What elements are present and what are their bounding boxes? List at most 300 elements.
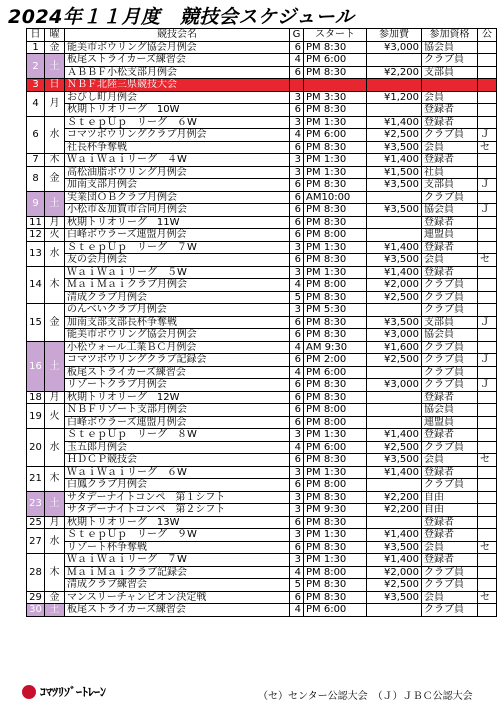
row-day: 6 — [27, 116, 45, 154]
row-event-name: 小松市＆加賀市合同月例会 — [65, 204, 290, 217]
row-eligibility: クラブ員 — [422, 279, 478, 292]
row-event-name: 板尾ストライカーズ練習会 — [65, 366, 290, 379]
row-games: 6 — [290, 141, 304, 154]
table-row — [27, 341, 497, 354]
row-event-name: 清成クラブ練習会 — [65, 579, 290, 592]
row-eligibility: 自由 — [422, 491, 478, 504]
row-day: 4 — [27, 91, 45, 116]
row-games: 3 — [290, 241, 304, 254]
row-official-mark: Ｊ — [478, 354, 497, 367]
row-event-name: ＳｔｅｐＵｐ リーグ ７W — [65, 241, 290, 254]
row-official-mark — [478, 154, 497, 167]
table-row — [27, 154, 497, 167]
row-event-name: 加南支部月例会 — [65, 179, 290, 192]
row-fee — [367, 229, 422, 242]
row-day: 19 — [27, 404, 45, 429]
row-fee: ¥2,500 — [367, 129, 422, 142]
row-event-name: 玉五郎月例会 — [65, 441, 290, 454]
table-row — [27, 541, 497, 554]
row-day: 9 — [27, 191, 45, 216]
bowling-ball-icon — [22, 685, 36, 699]
row-fee: ¥1,200 — [367, 91, 422, 104]
row-games: 3 — [290, 466, 304, 479]
row-games: 3 — [290, 504, 304, 517]
row-start-time: PM 6:00 — [304, 366, 367, 379]
row-games: 3 — [290, 91, 304, 104]
table-row — [27, 166, 497, 179]
table-row — [27, 216, 497, 229]
header-eligibility: 参加資格 — [422, 29, 478, 42]
row-fee: ¥1,400 — [367, 466, 422, 479]
row-official-mark — [478, 604, 497, 617]
row-start-time: PM 9:30 — [304, 504, 367, 517]
row-eligibility: 支部員 — [422, 316, 478, 329]
row-eligibility: クラブ員 — [422, 191, 478, 204]
row-start-time: PM 1:30 — [304, 241, 367, 254]
row-start-time: PM 8:30 — [304, 591, 367, 604]
row-start-time: PM 8:30 — [304, 579, 367, 592]
row-day: 30 — [27, 604, 45, 617]
table-header-row — [27, 29, 497, 42]
row-start-time: PM 8:30 — [304, 391, 367, 404]
row-official-mark: セ — [478, 591, 497, 604]
row-eligibility: 協会員 — [422, 329, 478, 342]
row-fee: ¥2,000 — [367, 566, 422, 579]
table-row — [27, 404, 497, 417]
row-games: 3 — [290, 266, 304, 279]
row-weekday: 金 — [45, 304, 65, 342]
row-games: 6 — [290, 229, 304, 242]
row-games: 4 — [290, 129, 304, 142]
row-fee: ¥3,500 — [367, 179, 422, 192]
legend-note: （セ）センター公認大会 （Ｊ）ＪＢＣ公認大会 — [258, 691, 473, 702]
row-start-time: PM 6:00 — [304, 604, 367, 617]
row-event-name: ＷａｉＷａｉリーグ ４W — [65, 154, 290, 167]
table-row — [27, 316, 497, 329]
table-row — [27, 66, 497, 79]
row-event-name: 秋期トリオリーグ 11W — [65, 216, 290, 229]
row-start-time: PM 8:30 — [304, 66, 367, 79]
row-start-time: PM 8:00 — [304, 566, 367, 579]
row-weekday: 木 — [45, 554, 65, 592]
row-official-mark — [478, 91, 497, 104]
row-day: 14 — [27, 266, 45, 304]
row-day: 1 — [27, 41, 45, 54]
row-start-time: PM 8:30 — [304, 104, 367, 117]
table-row — [27, 354, 497, 367]
row-official-mark — [478, 491, 497, 504]
row-games: 6 — [290, 216, 304, 229]
row-weekday: 金 — [45, 41, 65, 54]
table-row — [27, 41, 497, 54]
row-eligibility: 連盟員 — [422, 229, 478, 242]
row-weekday: 木 — [45, 266, 65, 304]
row-games: 4 — [290, 366, 304, 379]
row-games: 4 — [290, 566, 304, 579]
table-row — [27, 129, 497, 142]
row-eligibility: 登録者 — [422, 429, 478, 442]
row-event-name: サタデーナイトコンペ 第２シフト — [65, 504, 290, 517]
row-games: 6 — [290, 516, 304, 529]
row-games: 6 — [290, 354, 304, 367]
row-start-time: PM 8:30 — [304, 516, 367, 529]
row-start-time: PM 6:00 — [304, 441, 367, 454]
row-weekday: 水 — [45, 429, 65, 467]
row-eligibility: 登録者 — [422, 554, 478, 567]
row-day: 25 — [27, 516, 45, 529]
row-official-mark: セ — [478, 141, 497, 154]
table-row — [27, 491, 497, 504]
row-day: 15 — [27, 304, 45, 342]
row-official-mark — [478, 54, 497, 67]
row-eligibility: クラブ員 — [422, 341, 478, 354]
row-start-time: PM 1:30 — [304, 154, 367, 167]
row-event-name: ＨＤＣＰ競技会 — [65, 454, 290, 467]
row-start-time: AM 9:30 — [304, 341, 367, 354]
row-fee: ¥2,200 — [367, 504, 422, 517]
row-fee — [367, 79, 422, 92]
row-eligibility: 登録者 — [422, 116, 478, 129]
row-official-mark — [478, 191, 497, 204]
row-start-time: PM 8:30 — [304, 329, 367, 342]
row-fee — [367, 104, 422, 117]
row-eligibility: 登録者 — [422, 216, 478, 229]
row-start-time: PM 8:30 — [304, 491, 367, 504]
row-fee: ¥1,400 — [367, 154, 422, 167]
row-fee — [367, 54, 422, 67]
header-day: 日 — [27, 29, 45, 42]
row-start-time: PM 8:00 — [304, 479, 367, 492]
row-eligibility: 協会員 — [422, 204, 478, 217]
row-day: 16 — [27, 341, 45, 391]
table-row — [27, 429, 497, 442]
row-official-mark — [478, 41, 497, 54]
row-fee — [367, 191, 422, 204]
row-eligibility: 会員 — [422, 141, 478, 154]
header-fee: 参加費 — [367, 29, 422, 42]
row-day: 28 — [27, 554, 45, 592]
row-weekday: 月 — [45, 391, 65, 404]
table-row — [27, 229, 497, 242]
row-games: 6 — [290, 204, 304, 217]
row-weekday: 土 — [45, 491, 65, 516]
row-fee — [367, 416, 422, 429]
row-games: 3 — [290, 166, 304, 179]
row-games: 4 — [290, 604, 304, 617]
row-start-time: PM 1:30 — [304, 166, 367, 179]
row-games: 3 — [290, 154, 304, 167]
row-eligibility: 登録者 — [422, 104, 478, 117]
header-weekday: 曜 — [45, 29, 65, 42]
row-start-time: PM 6:00 — [304, 129, 367, 142]
row-start-time: PM 1:30 — [304, 466, 367, 479]
row-start-time: PM 8:30 — [304, 291, 367, 304]
row-event-name: 板尾ストライカーズ練習会 — [65, 54, 290, 67]
row-weekday: 月 — [45, 216, 65, 229]
row-games: 6 — [290, 391, 304, 404]
row-fee: ¥1,400 — [367, 116, 422, 129]
row-official-mark — [478, 104, 497, 117]
row-games: 6 — [290, 591, 304, 604]
row-official-mark — [478, 479, 497, 492]
row-eligibility: クラブ員 — [422, 579, 478, 592]
row-event-name: サタデーナイトコンペ 第１シフト — [65, 491, 290, 504]
row-start-time: PM 8:30 — [304, 204, 367, 217]
row-start-time: PM 8:00 — [304, 229, 367, 242]
row-fee: ¥2,500 — [367, 441, 422, 454]
row-fee — [367, 479, 422, 492]
row-official-mark: Ｊ — [478, 379, 497, 392]
row-fee — [367, 391, 422, 404]
row-games: 3 — [290, 491, 304, 504]
row-official-mark — [478, 529, 497, 542]
row-start-time: PM 5:30 — [304, 304, 367, 317]
table-row — [27, 579, 497, 592]
row-eligibility: 会員 — [422, 254, 478, 267]
row-start-time: PM 8:00 — [304, 279, 367, 292]
row-event-name: おびし町月例会 — [65, 91, 290, 104]
table-row — [27, 604, 497, 617]
row-official-mark — [478, 391, 497, 404]
row-weekday: 水 — [45, 529, 65, 554]
row-eligibility: 連盟員 — [422, 416, 478, 429]
table-row — [27, 554, 497, 567]
row-games: 6 — [290, 66, 304, 79]
row-eligibility: クラブ員 — [422, 441, 478, 454]
row-fee: ¥3,500 — [367, 316, 422, 329]
row-official-mark — [478, 441, 497, 454]
row-eligibility: 支部員 — [422, 66, 478, 79]
row-start-time: PM 8:30 — [304, 41, 367, 54]
row-event-name: ＷａｉＷａｉリーグ ６W — [65, 466, 290, 479]
table-row — [27, 291, 497, 304]
row-start-time: PM 1:30 — [304, 554, 367, 567]
row-games: 6 — [290, 379, 304, 392]
row-eligibility: クラブ員 — [422, 379, 478, 392]
row-event-name: ＳｔｅｐＵｐ リーグ ９W — [65, 529, 290, 542]
row-start-time: PM 6:00 — [304, 54, 367, 67]
row-event-name: のんべいクラブ月例会 — [65, 304, 290, 317]
table-row — [27, 304, 497, 317]
row-start-time: PM 8:30 — [304, 316, 367, 329]
row-eligibility: 会員 — [422, 454, 478, 467]
schedule-table — [26, 28, 497, 617]
row-weekday: 火 — [45, 404, 65, 429]
row-event-name: 白鳳クラブ月例会 — [65, 479, 290, 492]
row-day: 23 — [27, 491, 45, 516]
row-fee: ¥2,200 — [367, 66, 422, 79]
row-eligibility: 登録者 — [422, 266, 478, 279]
page-title: 2024年１１月度 競技会スケジュール — [8, 6, 355, 28]
row-day: 3 — [27, 79, 45, 92]
row-official-mark — [478, 279, 497, 292]
row-event-name: 社長杯争奪戦 — [65, 141, 290, 154]
row-eligibility: 協会員 — [422, 404, 478, 417]
row-event-name: 加南支部支部長杯争奪戦 — [65, 316, 290, 329]
row-event-name: 友の会月例会 — [65, 254, 290, 267]
row-eligibility: 支部員 — [422, 179, 478, 192]
row-start-time: PM 8:00 — [304, 404, 367, 417]
row-eligibility: 登録者 — [422, 529, 478, 542]
row-official-mark: Ｊ — [478, 129, 497, 142]
row-official-mark — [478, 304, 497, 317]
table-row — [27, 379, 497, 392]
table-row — [27, 566, 497, 579]
row-fee: ¥2,500 — [367, 291, 422, 304]
row-start-time: PM 1:30 — [304, 429, 367, 442]
row-event-name: ＭａｉＭａｉクラブ月例会 — [65, 279, 290, 292]
table-row — [27, 466, 497, 479]
row-official-mark — [478, 404, 497, 417]
header-official: 公 — [478, 29, 497, 42]
row-official-mark: Ｊ — [478, 316, 497, 329]
row-weekday: 火 — [45, 229, 65, 242]
row-day: 11 — [27, 216, 45, 229]
table-row — [27, 279, 497, 292]
table-row — [27, 54, 497, 67]
row-games: 6 — [290, 179, 304, 192]
row-official-mark — [478, 166, 497, 179]
row-fee: ¥1,600 — [367, 341, 422, 354]
row-games: 6 — [290, 104, 304, 117]
row-fee — [367, 366, 422, 379]
row-eligibility: 会員 — [422, 541, 478, 554]
row-fee: ¥1,400 — [367, 266, 422, 279]
row-start-time: PM 2:00 — [304, 354, 367, 367]
table-row — [27, 391, 497, 404]
row-day: 27 — [27, 529, 45, 554]
table-row — [27, 179, 497, 192]
row-eligibility: クラブ員 — [422, 291, 478, 304]
row-event-name: ＭａｉＭａｉクラブ記録会 — [65, 566, 290, 579]
row-games: 6 — [290, 191, 304, 204]
row-weekday: 月 — [45, 516, 65, 529]
row-eligibility: 登録者 — [422, 241, 478, 254]
row-games: 6 — [290, 454, 304, 467]
row-fee: ¥3,500 — [367, 454, 422, 467]
table-row — [27, 529, 497, 542]
row-start-time: PM 1:30 — [304, 529, 367, 542]
row-event-name: 高松油脂ボウリング月例会 — [65, 166, 290, 179]
row-fee — [367, 216, 422, 229]
row-event-name: ＳｔｅｐＵｐ リーグ ８W — [65, 429, 290, 442]
header-event-name: 競技会名 — [65, 29, 290, 42]
row-start-time: PM 3:30 — [304, 91, 367, 104]
row-event-name: 秋期トリオリーグ 12W — [65, 391, 290, 404]
row-official-mark — [478, 341, 497, 354]
row-eligibility: 登録者 — [422, 516, 478, 529]
row-start-time: PM 8:30 — [304, 254, 367, 267]
row-event-name: ＷａｉＷａｉリーグ ５W — [65, 266, 290, 279]
row-games: 6 — [290, 329, 304, 342]
row-day: 12 — [27, 229, 45, 242]
table-row — [27, 241, 497, 254]
header-games: G — [290, 29, 304, 42]
row-fee: ¥3,500 — [367, 254, 422, 267]
row-fee: ¥3,500 — [367, 591, 422, 604]
header-start: スタート — [304, 29, 367, 42]
row-games: 3 — [290, 116, 304, 129]
row-official-mark: セ — [478, 454, 497, 467]
row-eligibility: 協会員 — [422, 41, 478, 54]
row-event-name: コマツボウリングクラブ月例会 — [65, 129, 290, 142]
row-day: 13 — [27, 241, 45, 266]
row-fee: ¥3,500 — [367, 204, 422, 217]
row-day: 2 — [27, 54, 45, 79]
row-fee — [367, 604, 422, 617]
row-official-mark: セ — [478, 254, 497, 267]
row-games: 3 — [290, 529, 304, 542]
row-fee: ¥1,400 — [367, 529, 422, 542]
row-event-name: リゾートクラブ月例会 — [65, 379, 290, 392]
row-official-mark — [478, 579, 497, 592]
row-official-mark — [478, 229, 497, 242]
row-event-name: 能美市ボウリング協会月例会 — [65, 41, 290, 54]
row-event-name: コマツボウリングクラブ記録会 — [65, 354, 290, 367]
row-fee — [367, 304, 422, 317]
row-event-name: 能美市ボウリング協会月例会 — [65, 329, 290, 342]
row-event-name: マンスリーチャンピオン決定戦 — [65, 591, 290, 604]
table-row — [27, 79, 497, 92]
row-games: 6 — [290, 41, 304, 54]
row-event-name: ＮＢＦ北陸三県競技大会 — [65, 79, 290, 92]
row-weekday: 木 — [45, 154, 65, 167]
row-weekday: 日 — [45, 79, 65, 92]
resort-lanes-logo — [22, 683, 106, 700]
row-games: 4 — [290, 441, 304, 454]
row-weekday: 月 — [45, 91, 65, 116]
row-games: 4 — [290, 54, 304, 67]
row-event-name: ＡＢＢＦ小松支部月例会 — [65, 66, 290, 79]
table-row — [27, 254, 497, 267]
row-fee: ¥2,000 — [367, 279, 422, 292]
row-event-name: 小松ウォール工業ＢＣ月例会 — [65, 341, 290, 354]
row-start-time: PM 8:30 — [304, 541, 367, 554]
row-games: 5 — [290, 291, 304, 304]
table-row — [27, 266, 497, 279]
row-start-time: PM 8:00 — [304, 416, 367, 429]
row-fee: ¥1,400 — [367, 554, 422, 567]
row-start-time: PM 1:30 — [304, 116, 367, 129]
row-start-time: AM10:00 — [304, 191, 367, 204]
row-fee: ¥3,000 — [367, 41, 422, 54]
row-weekday: 金 — [45, 166, 65, 191]
row-event-name: 白峰ボウラーズ連盟月例会 — [65, 416, 290, 429]
row-event-name: ＷａｉＷａｉリーグ ７W — [65, 554, 290, 567]
row-event-name: 秋期トリオリーグ 10W — [65, 104, 290, 117]
row-event-name: リゾート杯争奪戦 — [65, 541, 290, 554]
row-official-mark — [478, 241, 497, 254]
row-fee: ¥3,500 — [367, 141, 422, 154]
table-row — [27, 141, 497, 154]
row-games: 4 — [290, 341, 304, 354]
row-fee: ¥2,500 — [367, 579, 422, 592]
row-games: 6 — [290, 316, 304, 329]
row-eligibility: クラブ員 — [422, 304, 478, 317]
row-weekday: 水 — [45, 116, 65, 154]
row-eligibility: クラブ員 — [422, 566, 478, 579]
row-eligibility: 登録者 — [422, 154, 478, 167]
row-games: 3 — [290, 304, 304, 317]
row-fee — [367, 516, 422, 529]
table-row — [27, 204, 497, 217]
row-fee: ¥3,000 — [367, 379, 422, 392]
row-fee: ¥3,500 — [367, 541, 422, 554]
row-start-time — [304, 79, 367, 92]
row-games — [290, 79, 304, 92]
row-fee: ¥1,400 — [367, 429, 422, 442]
row-official-mark — [478, 66, 497, 79]
